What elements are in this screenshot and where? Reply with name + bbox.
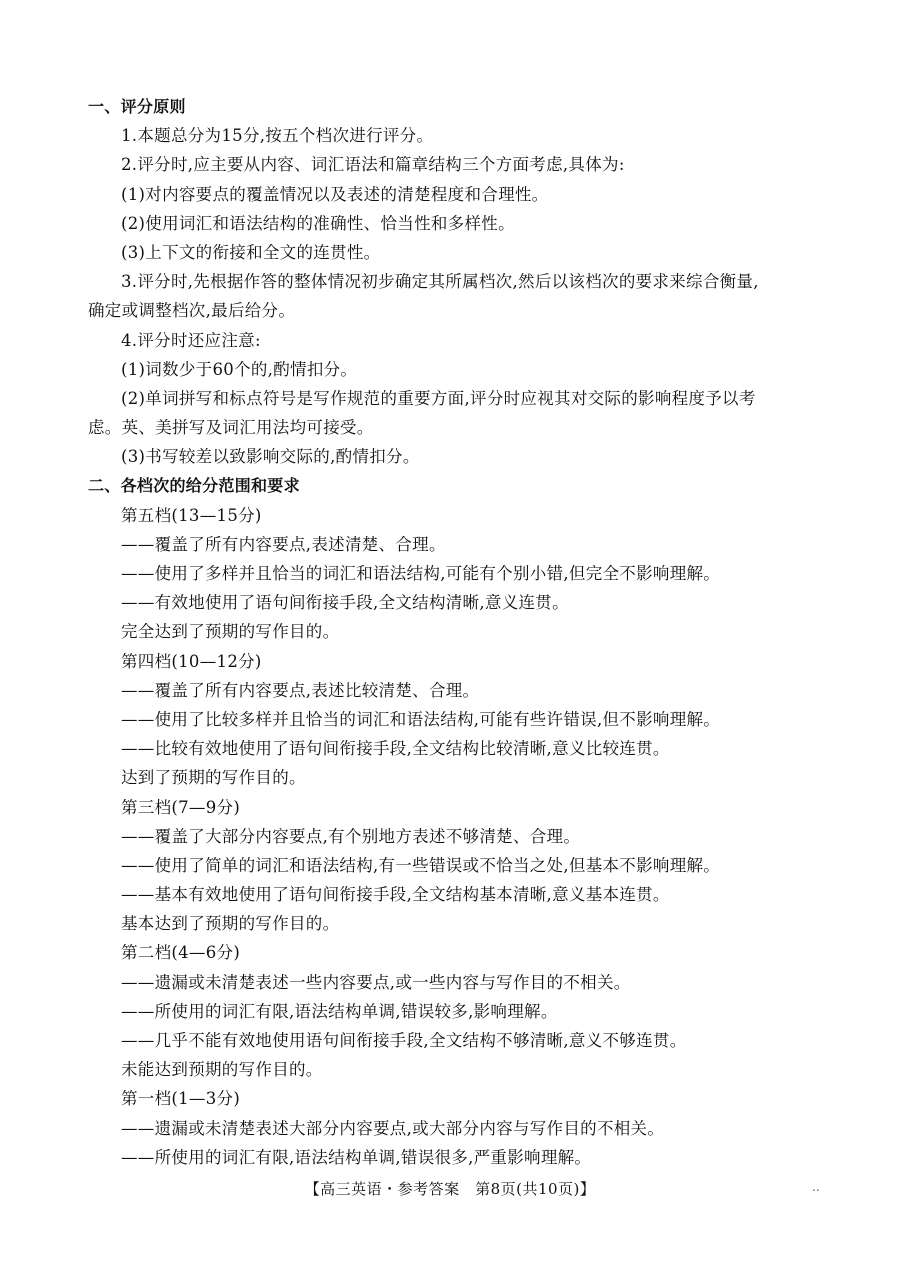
level-title: 第四档(10—12分): [121, 651, 262, 671]
level-point: ——所使用的词汇有限,语法结构单调,错误较多,影响理解。: [121, 1001, 558, 1021]
paragraph-continuation: 虑。英、美拼写及词汇用法均可接受。: [88, 418, 374, 438]
paragraph: 2.评分时,应主要从内容、词汇语法和篇章结构三个方面考虑,具体为:: [121, 155, 625, 175]
level-conclusion: 未能达到预期的写作目的。: [121, 1060, 323, 1080]
level-point: ——基本有效地使用了语句间衔接手段,全文结构基本清晰,意义基本连贯。: [121, 885, 670, 905]
paragraph: 1.本题总分为15分,按五个档次进行评分。: [121, 126, 434, 146]
level-point: ——使用了简单的词汇和语法结构,有一些错误或不恰当之处,但基本不影响理解。: [121, 855, 721, 875]
paragraph: 4.评分时还应注意:: [121, 330, 261, 350]
paragraph: 3.评分时,先根据作答的整体情况初步确定其所属档次,然后以该档次的要求来综合衡量,: [121, 272, 759, 292]
level-point: ——有效地使用了语句间衔接手段,全文结构清晰,意义连贯。: [121, 593, 569, 613]
section-heading-principles: 一、评分原则: [88, 97, 186, 116]
level-point: ——覆盖了大部分内容要点,有个别地方表述不够清楚、合理。: [121, 826, 581, 846]
level-point: ——所使用的词汇有限,语法结构单调,错误很多,严重影响理解。: [121, 1147, 592, 1167]
level-title: 第三档(7—9分): [121, 797, 241, 817]
level-point: ——遗漏或未清楚表述大部分内容要点,或大部分内容与写作目的不相关。: [121, 1118, 665, 1138]
paragraph: (2)单词拼写和标点符号是写作规范的重要方面,评分时应视其对交际的影响程度予以考: [121, 388, 756, 408]
section-heading-levels: 二、各档次的给分范围和要求: [88, 476, 300, 496]
paragraph: (1)词数少于60个的,酌情扣分。: [121, 359, 358, 379]
level-title: 第二档(4—6分): [121, 943, 241, 963]
paragraph: (2)使用词汇和语法结构的准确性、恰当性和多样性。: [121, 213, 515, 233]
level-point: ——覆盖了所有内容要点,表述比较清楚、合理。: [121, 680, 480, 700]
paragraph: (1)对内容要点的覆盖情况以及表述的清楚程度和合理性。: [121, 184, 549, 204]
level-conclusion: 达到了预期的写作目的。: [121, 768, 306, 788]
paragraph-continuation: 确定或调整档次,最后给分。: [88, 301, 296, 321]
document-body: [88, 92, 823, 1172]
paragraph: (3)书写较差以致影响交际的,酌情扣分。: [121, 447, 420, 467]
level-point: ——覆盖了所有内容要点,表述清楚、合理。: [121, 534, 446, 554]
level-conclusion: 基本达到了预期的写作目的。: [121, 914, 340, 934]
level-title: 第五档(13—15分): [121, 505, 262, 525]
level-point: ——比较有效地使用了语句间衔接手段,全文结构比较清晰,意义比较连贯。: [121, 739, 670, 759]
paragraph: (3)上下文的衔接和全文的连贯性。: [121, 242, 381, 262]
level-point: ——使用了比较多样并且恰当的词汇和语法结构,可能有些许错误,但不影响理解。: [121, 709, 721, 729]
level-point: ——遗漏或未清楚表述一些内容要点,或一些内容与写作目的不相关。: [121, 972, 631, 992]
page-footer: 【高三英语・参考答案 第8页(共10页)】: [304, 1180, 596, 1198]
corner-mark: ..: [812, 1180, 820, 1194]
level-point: ——几乎不能有效地使用语句间衔接手段,全文结构不够清晰,意义不够连贯。: [121, 1031, 687, 1050]
level-conclusion: 完全达到了预期的写作目的。: [121, 622, 340, 642]
level-title: 第一档(1—3分): [121, 1089, 241, 1109]
level-point: ——使用了多样并且恰当的词汇和语法结构,可能有个别小错,但完全不影响理解。: [121, 564, 721, 583]
